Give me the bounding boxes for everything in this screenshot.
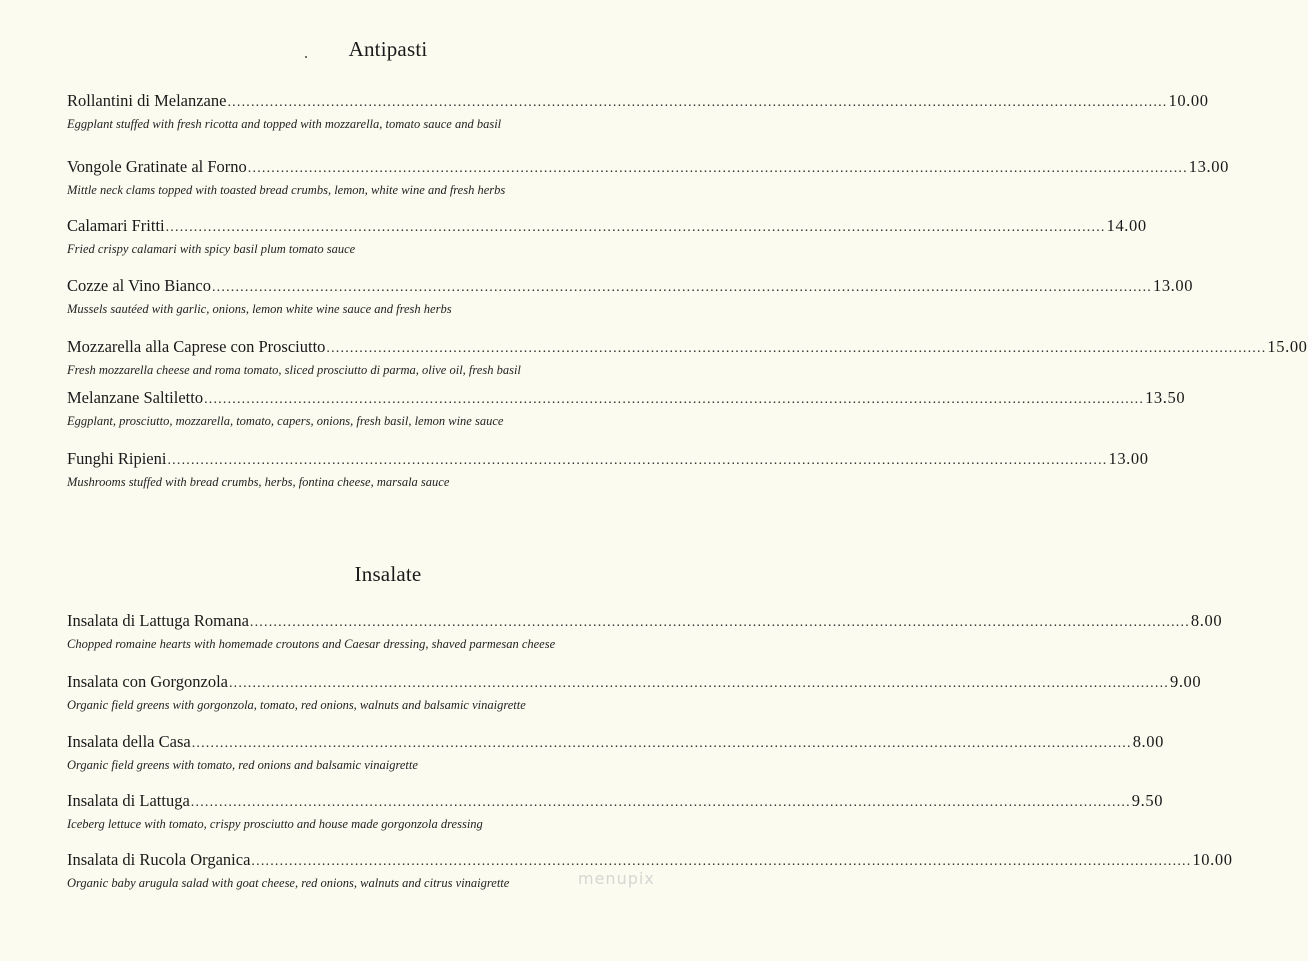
item-price: 13.00 — [1152, 276, 1194, 295]
menu-item — [67, 611, 1223, 652]
item-price: 15.00 — [1267, 337, 1308, 356]
item-description: Organic field greens with gorgonzola, tomato, red onions, walnuts and balsamic vinaigrette — [67, 698, 526, 712]
item-price: 14.00 — [1106, 216, 1147, 235]
dot-leader: ........................................................................................................................................................................................................ — [191, 736, 1132, 751]
item-description: Organic field greens with tomato, red onions and balsamic vinaigrette — [67, 758, 418, 772]
item-price: 10.00 — [1192, 850, 1233, 869]
item-description: Eggplant stuffed with fresh ricotta and topped with mozzarella, tomato sauce and basil — [67, 117, 502, 131]
item-name: Insalata con Gorgonzola — [67, 672, 228, 691]
menu-item — [67, 791, 1164, 832]
item-description: Mushrooms stuffed with bread crumbs, herbs, fontina cheese, marsala sauce — [67, 475, 450, 489]
item-price: 10.00 — [1168, 91, 1209, 110]
section-title-insalate: Insalate — [354, 562, 422, 586]
dot-leader: ........................................................................................................................................................................................................ — [167, 453, 1108, 468]
dot-leader: ........................................................................................................................................................................................................ — [227, 95, 1168, 110]
item-price: 8.00 — [1132, 732, 1164, 751]
section-title-antipasti: Antipasti — [348, 37, 428, 61]
item-name: Melanzane Saltiletto — [67, 388, 204, 407]
menu-item — [67, 388, 1186, 429]
dot-leader: ........................................................................................................................................................................................................ — [211, 280, 1152, 295]
dot-leader: ........................................................................................................................................................................................................ — [326, 341, 1267, 356]
item-name: Insalata della Casa — [67, 732, 191, 751]
menu-item — [67, 157, 1229, 198]
menu-item — [67, 216, 1147, 257]
menu-item — [67, 672, 1202, 713]
item-name: Insalata di Rucola Organica — [67, 850, 251, 869]
menu-item — [67, 276, 1194, 317]
item-description: Iceberg lettuce with tomato, crispy prosciutto and house made gorgonzola dressing — [67, 817, 483, 831]
item-name: Calamari Fritti — [67, 216, 165, 235]
item-price: 13.50 — [1145, 388, 1186, 407]
dot-leader: ........................................................................................................................................................................................................ — [247, 161, 1188, 176]
menupix-watermark: menupix — [578, 869, 655, 888]
item-price: 8.00 — [1190, 611, 1223, 630]
item-name: Insalata di Lattuga — [67, 791, 190, 810]
dot-leader: ........................................................................................................................................................................................................ — [251, 854, 1192, 869]
item-description: Organic baby arugula salad with goat cheese, red onions, walnuts and citrus vinaigrette — [67, 876, 510, 890]
item-description: Fresh mozzarella cheese and roma tomato, sliced prosciutto di parma, olive oil, fresh basil — [67, 363, 521, 377]
item-name: Mozzarella alla Caprese con Prosciutto — [67, 337, 326, 356]
item-price: 13.00 — [1108, 449, 1149, 468]
item-name: Cozze al Vino Bianco — [67, 276, 211, 295]
menu-item — [67, 91, 1209, 132]
menu-item — [67, 732, 1164, 773]
item-name: Rollantini di Melanzane — [67, 91, 227, 110]
item-description: Mussels sautéed with garlic, onions, lemon white wine sauce and fresh herbs — [67, 302, 452, 316]
item-description: Fried crispy calamari with spicy basil plum tomato sauce — [67, 242, 356, 256]
dot-leader: ........................................................................................................................................................................................................ — [249, 615, 1190, 630]
item-price: 9.50 — [1131, 791, 1164, 810]
dot-leader: ........................................................................................................................................................................................................ — [165, 220, 1106, 235]
item-price: 13.00 — [1188, 157, 1229, 176]
item-name: Insalata di Lattuga Romana — [67, 611, 249, 630]
dot-leader: ........................................................................................................................................................................................................ — [228, 676, 1169, 691]
item-name: Funghi Ripieni — [67, 449, 167, 468]
item-price: 9.00 — [1169, 672, 1202, 691]
item-description: Chopped romaine hearts with homemade croutons and Caesar dressing, shaved parmesan cheese — [67, 637, 556, 651]
item-description: Mittle neck clams topped with toasted bread crumbs, lemon, white wine and fresh herbs — [67, 183, 506, 197]
menu-item — [67, 337, 1308, 378]
item-name: Vongole Gratinate al Forno — [67, 157, 247, 176]
item-description: Eggplant, prosciutto, mozzarella, tomato, capers, onions, fresh basil, lemon wine sauce — [67, 414, 504, 428]
dot-leader: ........................................................................................................................................................................................................ — [204, 392, 1145, 407]
menu-item — [67, 449, 1149, 490]
dot-leader: ........................................................................................................................................................................................................ — [190, 795, 1131, 810]
